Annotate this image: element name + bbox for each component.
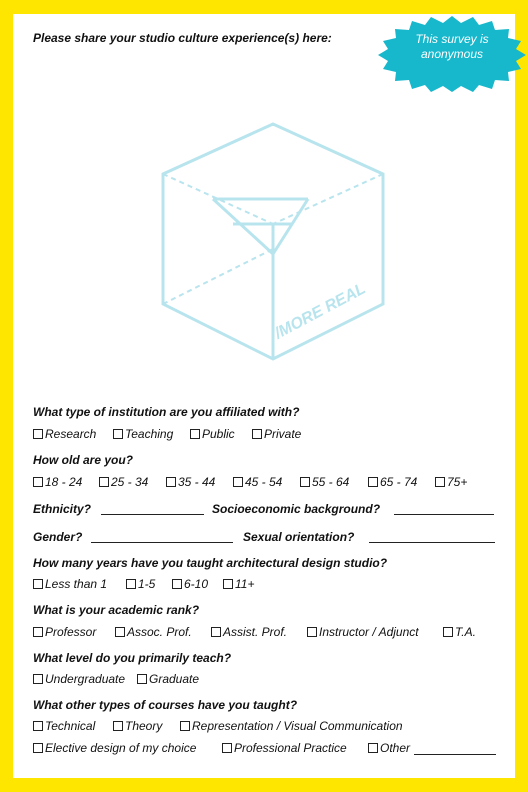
option-6-10[interactable]: 6-10 xyxy=(172,577,223,591)
experience-prompt: Please share your studio culture experience(s) here: xyxy=(33,31,332,45)
question-courses: What other types of courses have you taught? xyxy=(33,698,298,712)
checkbox[interactable] xyxy=(115,627,125,637)
checkbox[interactable] xyxy=(223,579,233,589)
checkbox[interactable] xyxy=(33,743,43,753)
ethnicity-label: Ethnicity? xyxy=(33,502,92,516)
checkbox[interactable] xyxy=(180,721,190,731)
checkbox[interactable] xyxy=(233,477,243,487)
checkbox[interactable] xyxy=(300,477,310,487)
institution-options xyxy=(33,427,301,441)
option-1-5[interactable]: 1-5 xyxy=(126,577,172,591)
option-age-55-64[interactable]: 55 - 64 xyxy=(300,475,368,489)
option-graduate[interactable]: Graduate xyxy=(137,672,199,686)
checkbox[interactable] xyxy=(211,627,221,637)
checkbox[interactable] xyxy=(443,627,453,637)
courses-options-row-1 xyxy=(33,719,403,733)
option-technical[interactable]: Technical xyxy=(33,719,113,733)
gender-input-line[interactable] xyxy=(91,542,233,543)
checkbox[interactable] xyxy=(113,429,123,439)
checkbox[interactable] xyxy=(172,579,182,589)
sexual-orientation-input-line[interactable] xyxy=(369,542,495,543)
option-assoc-prof[interactable]: Assoc. Prof. xyxy=(115,625,211,639)
checkbox[interactable] xyxy=(33,674,43,684)
option-ta[interactable]: T.A. xyxy=(443,625,476,639)
option-representation[interactable]: Representation / Visual Communication xyxy=(180,719,403,733)
question-rank: What is your academic rank? xyxy=(33,603,200,617)
question-institution: What type of institution are you affiliated with? xyxy=(33,405,300,419)
question-years: How many years have you taught architectural design studio? xyxy=(33,556,388,570)
option-age-75-plus[interactable]: 75+ xyxy=(435,475,467,489)
checkbox[interactable] xyxy=(166,477,176,487)
socioeconomic-label: Socioeconomic background? xyxy=(212,502,381,516)
checkbox[interactable] xyxy=(307,627,317,637)
checkbox[interactable] xyxy=(33,579,43,589)
courses-options-row-2 xyxy=(33,741,410,755)
socioeconomic-input-line[interactable] xyxy=(394,514,494,515)
checkbox[interactable] xyxy=(222,743,232,753)
option-age-25-34[interactable]: 25 - 34 xyxy=(99,475,166,489)
checkbox[interactable] xyxy=(368,477,378,487)
option-age-45-54[interactable]: 45 - 54 xyxy=(233,475,300,489)
checkbox[interactable] xyxy=(33,627,43,637)
option-age-35-44[interactable]: 35 - 44 xyxy=(166,475,233,489)
badge-line-2: anonymous xyxy=(420,47,484,61)
level-options xyxy=(33,672,199,686)
gender-label: Gender? xyxy=(33,530,83,544)
option-other[interactable]: Other xyxy=(368,741,410,755)
checkbox[interactable] xyxy=(435,477,445,487)
question-level: What level do you primarily teach? xyxy=(33,651,232,665)
checkbox[interactable] xyxy=(113,721,123,731)
option-instructor-adjunct[interactable]: Instructor / Adjunct xyxy=(307,625,443,639)
checkbox[interactable] xyxy=(33,429,43,439)
option-less-than-1[interactable]: Less than 1 xyxy=(33,577,126,591)
anonymous-badge xyxy=(377,14,527,92)
checkbox[interactable] xyxy=(33,721,43,731)
option-age-65-74[interactable]: 65 - 74 xyxy=(368,475,435,489)
option-public[interactable]: Public xyxy=(190,427,252,441)
sexual-orientation-label: Sexual orientation? xyxy=(243,530,355,544)
checkbox[interactable] xyxy=(252,429,262,439)
checkbox[interactable] xyxy=(99,477,109,487)
option-teaching[interactable]: Teaching xyxy=(113,427,190,441)
logo-text: /MORE REAL xyxy=(271,280,369,343)
option-assist-prof[interactable]: Assist. Prof. xyxy=(211,625,307,639)
rank-options xyxy=(33,625,476,639)
years-options xyxy=(33,577,254,591)
option-private[interactable]: Private xyxy=(252,427,301,441)
option-undergraduate[interactable]: Undergraduate xyxy=(33,672,137,686)
option-11-plus[interactable]: 11+ xyxy=(223,577,254,591)
checkbox[interactable] xyxy=(137,674,147,684)
ethnicity-input-line[interactable] xyxy=(101,514,204,515)
checkbox[interactable] xyxy=(33,477,43,487)
checkbox[interactable] xyxy=(126,579,136,589)
age-options xyxy=(33,475,467,489)
option-professor[interactable]: Professor xyxy=(33,625,115,639)
checkbox[interactable] xyxy=(190,429,200,439)
checkbox[interactable] xyxy=(368,743,378,753)
cube-logo-watermark xyxy=(153,114,393,374)
survey-card xyxy=(13,14,515,778)
question-age: How old are you? xyxy=(33,453,134,467)
option-elective-design[interactable]: Elective design of my choice xyxy=(33,741,222,755)
badge-line-1: This survey is xyxy=(415,32,489,46)
option-professional-practice[interactable]: Professional Practice xyxy=(222,741,368,755)
option-theory[interactable]: Theory xyxy=(113,719,180,733)
option-research[interactable]: Research xyxy=(33,427,113,441)
option-age-18-24[interactable]: 18 - 24 xyxy=(33,475,99,489)
other-input-line[interactable] xyxy=(414,754,496,755)
